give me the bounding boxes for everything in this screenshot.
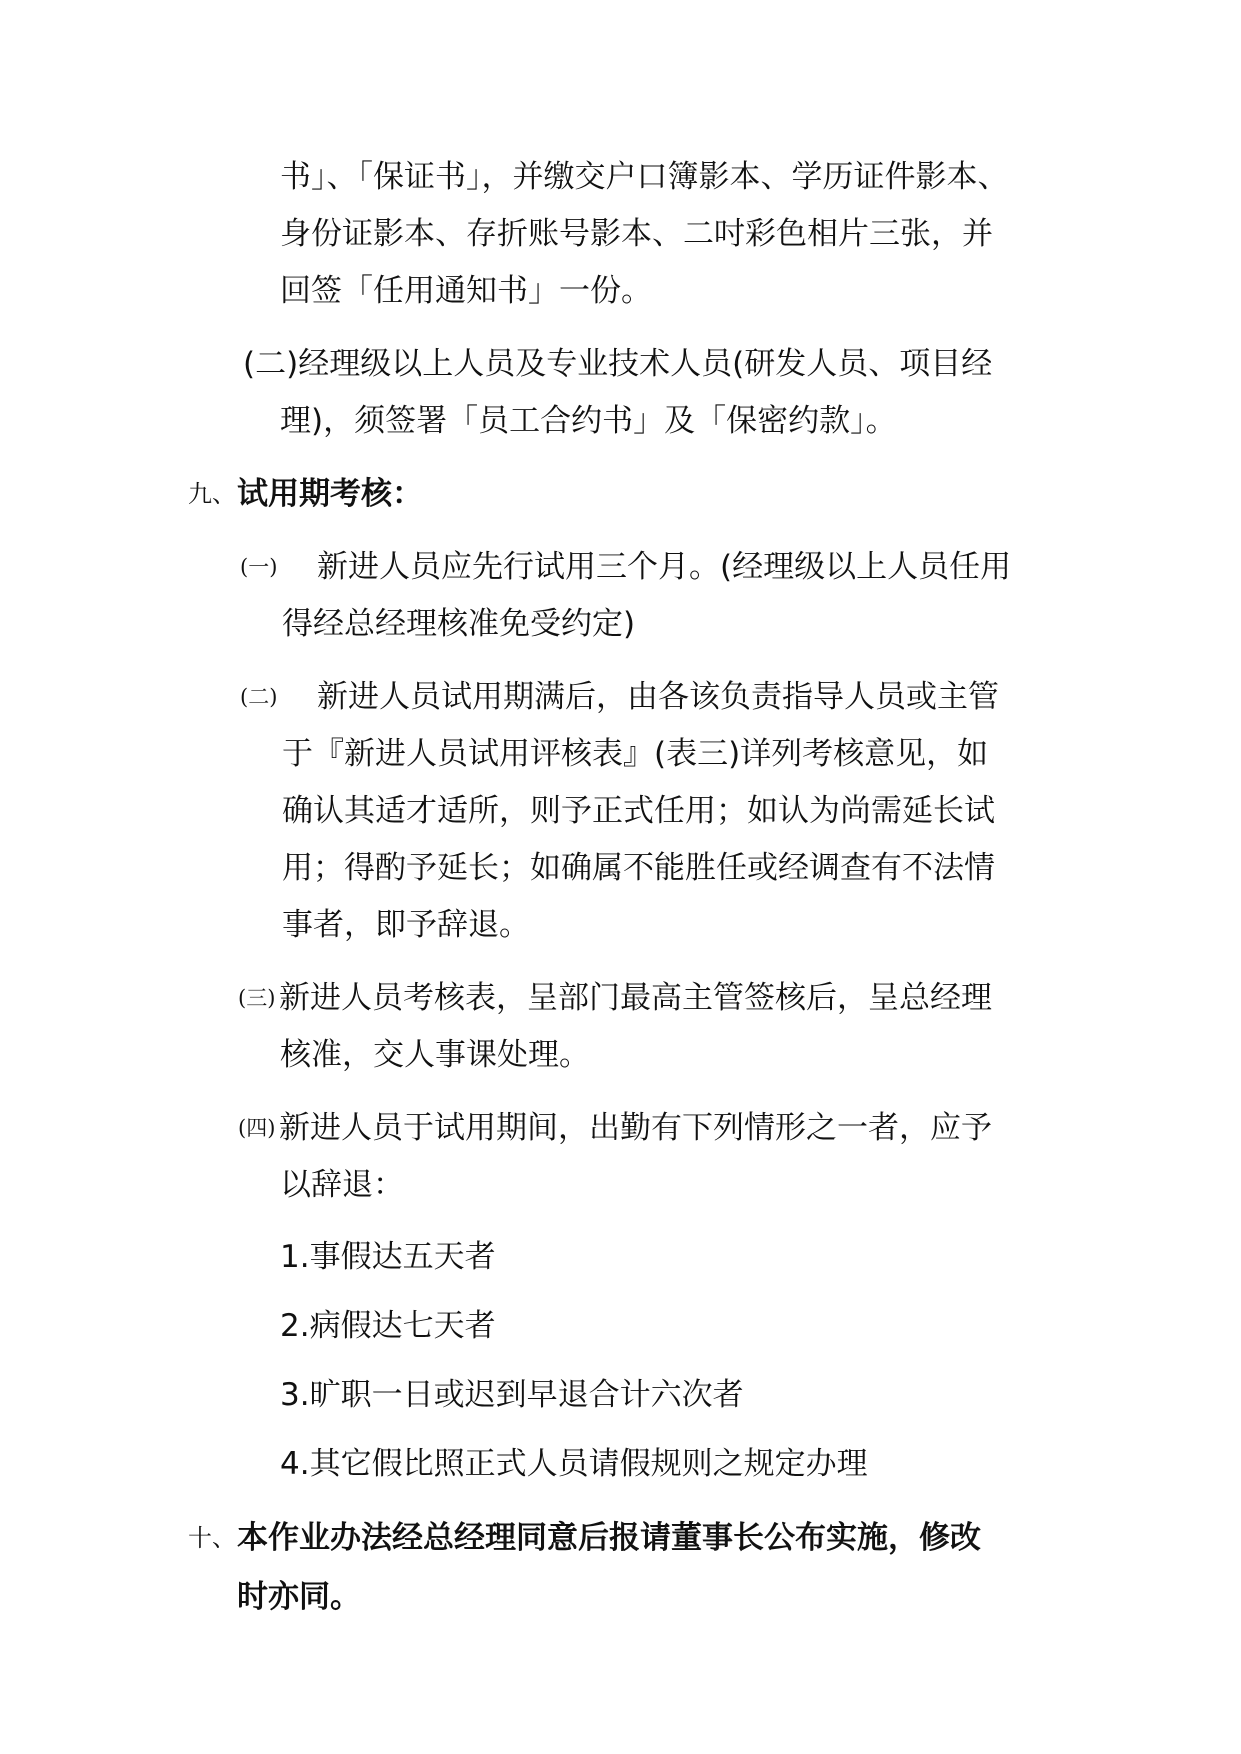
continuation-line-3: 回签「任用通知书」一份。 [280,273,652,309]
sub-3-line-1: 新进人员考核表，呈部门最高主管签核后，呈总经理 [279,980,992,1016]
sub-3-line-2: 核准，交人事课处理。 [280,1037,590,1073]
continuation-line-1: 书」、「保证书」，并缴交户口簿影本、学历证件影本、 [280,159,1009,195]
item-2-line-2: 理)，须签署「员工合约书」及「保密约款」。 [280,403,897,439]
section-9-number: 九、 [188,480,236,508]
continuation-line-2: 身份证影本、存折账号影本、二吋彩色相片三张，并 [280,216,993,252]
sub-3-marker: (三) [238,986,276,1010]
list-item-4: 4.其它假比照正式人员请假规则之规定办理 [280,1446,868,1482]
sub-2-line-1: 新进人员试用期满后，由各该负责指导人员或主管 [317,679,999,715]
item-2-line-1: (二)经理级以上人员及专业技术人员(研发人员、项目经 [243,346,993,382]
sub-2-line-4: 用；得酌予延长；如确属不能胜任或经调查有不法情 [282,850,995,886]
sub-2-marker: (二) [240,685,278,709]
section-10-line-1: 本作业办法经总经理同意后报请董事长公布实施，修改 [237,1520,981,1556]
section-10-line-2: 时亦同。 [237,1579,361,1615]
section-10-number: 十、 [188,1524,236,1552]
section-9-title: 试用期考核： [237,476,423,512]
sub-1-line-1: 新进人员应先行试用三个月。(经理级以上人员任用 [317,549,1012,585]
sub-4-line-2: 以辞退： [280,1167,404,1203]
sub-2-line-5: 事者，即予辞退。 [282,907,530,943]
list-item-3: 3.旷职一日或迟到早退合计六次者 [280,1377,744,1413]
list-item-2: 2.病假达七天者 [280,1308,496,1344]
sub-1-marker: (一) [240,555,278,579]
sub-4-line-1: 新进人员于试用期间，出勤有下列情形之一者，应予 [279,1110,992,1146]
sub-4-marker: (四) [238,1116,276,1140]
sub-2-line-3: 确认其适才适所，则予正式任用；如认为尚需延长试 [282,793,995,829]
sub-2-line-2: 于『新进人员试用评核表』(表三)详列考核意见，如 [282,736,989,772]
list-item-1: 1.事假达五天者 [280,1239,496,1275]
sub-1-line-2: 得经总经理核准免受约定) [282,606,636,642]
